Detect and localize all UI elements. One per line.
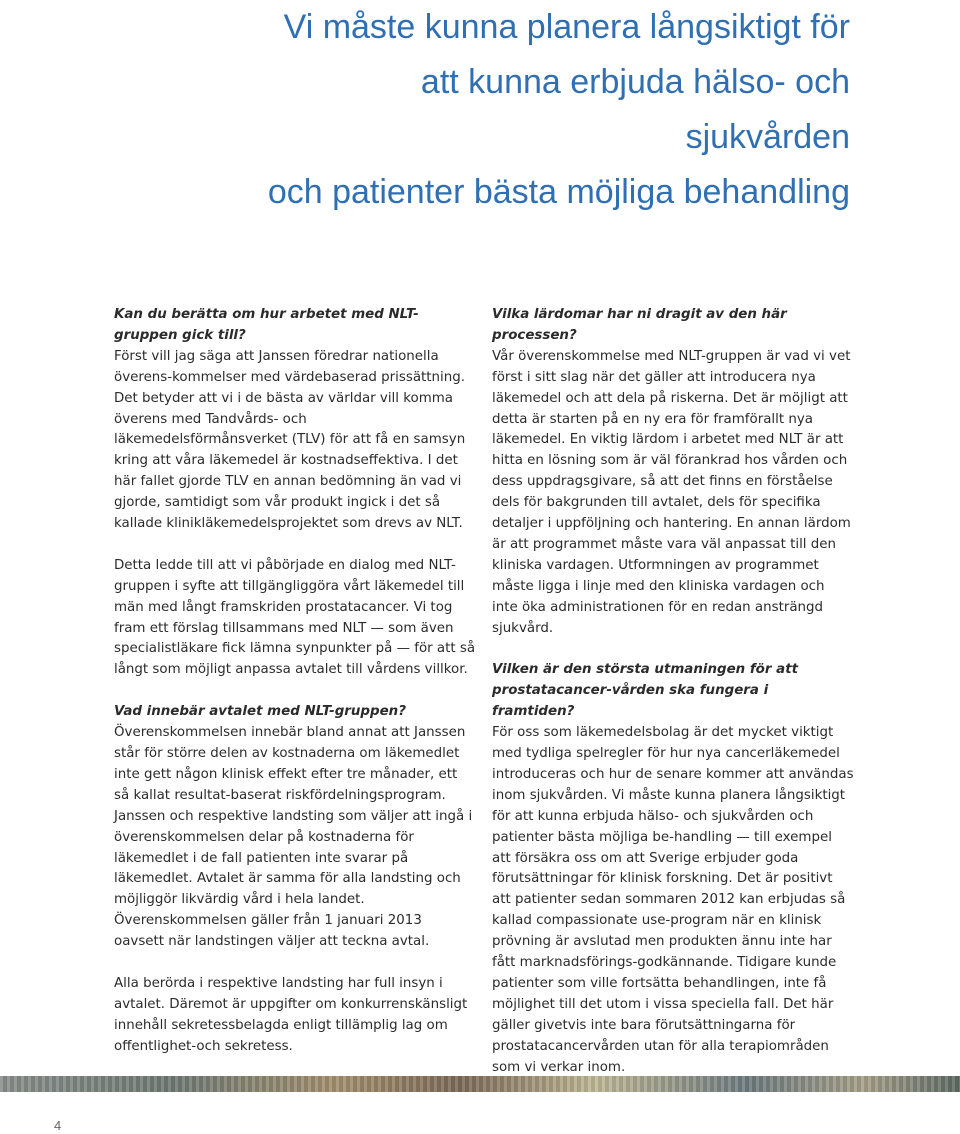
question-heading: Vilka lärdomar har ni dragit av den här processen? — [492, 307, 787, 343]
right-column — [492, 305, 854, 1099]
left-column — [114, 305, 476, 1078]
paragraph-text: Vår överenskommelse med NLT-gruppen är vad vi vet först i sitt slag när det gäller att introducera nya läkemedel och att dela på riskerna. Det är möjligt att detta är starten på en ny era för framförallt nya läkemedel. En viktig lärdom i arbetet med NLT är att hitta en lösning som är väl förankrad hos vården och dess uppdragsgivare, så att det finns en förståelse dels för bakgrunden till avtalet, dels för specifika detaljer i uppföljning och hantering. En annan lärdom är att programmet måste vara väl anpassat till den kliniska vardagen. Utformningen av programmet måste ligga i linje med den kliniska vardagen och inte öka administrationen för en redan ansträngd sjukvård. — [492, 348, 851, 636]
left-paragraph-3 — [114, 702, 476, 953]
headline-line-1: Vi måste kunna planera långsiktigt för — [283, 8, 850, 46]
question-heading: Vad innebär avtalet med NLT-gruppen? — [114, 704, 406, 720]
headline-line-3: och patienter bästa möjliga behandling — [267, 173, 850, 211]
left-paragraph-2: Detta ledde till att vi påbörjade en dialog med NLT-gruppen i syfte att tillgängliggöra vårt läkemedel till män med långt framskriden prostatacancer. Vi tog fram ett förslag tillsammans med NLT — som även specialistläkare fick lämna synpunkter på — för att så långt som möjligt anpassa avtalet till vårdens villkor. — [114, 557, 476, 678]
question-heading: Vilken är den största utmaningen för att prostatacancer-vården ska fungera i framtiden? — [492, 662, 798, 720]
paragraph-text: Först vill jag säga att Janssen föredrar nationella överens-kommelser med värdebaserad prissättning. Det betyder att vi i de bästa av världar vill komma överens med Tandvårds- och läkemedelsförmånsverket (TLV) för att få en samsyn kring att våra läkemedel är kostnadseffektiva. I det här fallet gjorde TLV en annan bedömning än vad vi gjorde, samtidigt som vår produkt ingick i det så kallade klinikläkemedelsprojektet som drevs av NLT. — [114, 348, 466, 532]
right-paragraph-1 — [492, 305, 854, 640]
paragraph-text: För oss som läkemedelsbolag är det mycket viktigt med tydliga spelregler för hur nya cancerläkemedel introduceras och hur de senare kommer att användas inom sjukvården. Vi måste kunna planera långsiktigt för att kunna erbjuda hälso- och sjukvården och patienter bästa möjliga be-handling — till exempel att försäkra oss om att Sverige erbjuder goda förutsättningar för klinisk forskning. Det är positivt att patienter sedan sommaren 2012 kan erbjudas så kallad compassionate use-program när en klinisk prövning är avslutad men produkten ännu inte har fått marknadsförings-godkännande. Tidigare kunde patienter som ville fortsätta behandlingen, inte få möjlighet till det utom i vissa speciella fall. Det här gäller givetvis inte bara förutsättningarna för prostatacancervården utan för alla terapiområden som vi verkar inom. — [492, 725, 854, 1075]
question-heading: Kan du berätta om hur arbetet med NLT-gruppen gick till? — [114, 307, 419, 343]
page-number: 4 — [54, 1118, 62, 1133]
decorative-painting-strip — [0, 1076, 960, 1092]
headline — [250, 0, 850, 220]
left-paragraph-1 — [114, 305, 476, 535]
paragraph-text: Överenskommelsen innebär bland annat att Janssen står för större delen av kostnaderna om läkemedlet inte gett någon klinisk effekt efter tre månader, ett så kallat resultat-baserat riskfördelningsprogram. Janssen och respektive landsting som väljer att ingå i överenskommelsen delar på kostnaderna för läkemedlet i de fall patienten inte svarar på läkemedlet. Avtalet är samma för alla landsting och möjliggör likvärdig vård i hela landet. Överenskommelsen gäller från 1 januari 2013 oavsett när landstingen väljer att teckna avtal. — [114, 725, 473, 950]
right-paragraph-2 — [492, 660, 854, 1078]
left-paragraph-4: Alla berörda i respektive landsting har full insyn i avtalet. Däremot är uppgifter om konkurrenskänsligt innehåll sekretessbelagda enligt tillämplig lag om offentlighet-och sekretess. — [114, 975, 468, 1054]
headline-line-2: att kunna erbjuda hälso- och sjukvården — [420, 63, 850, 156]
